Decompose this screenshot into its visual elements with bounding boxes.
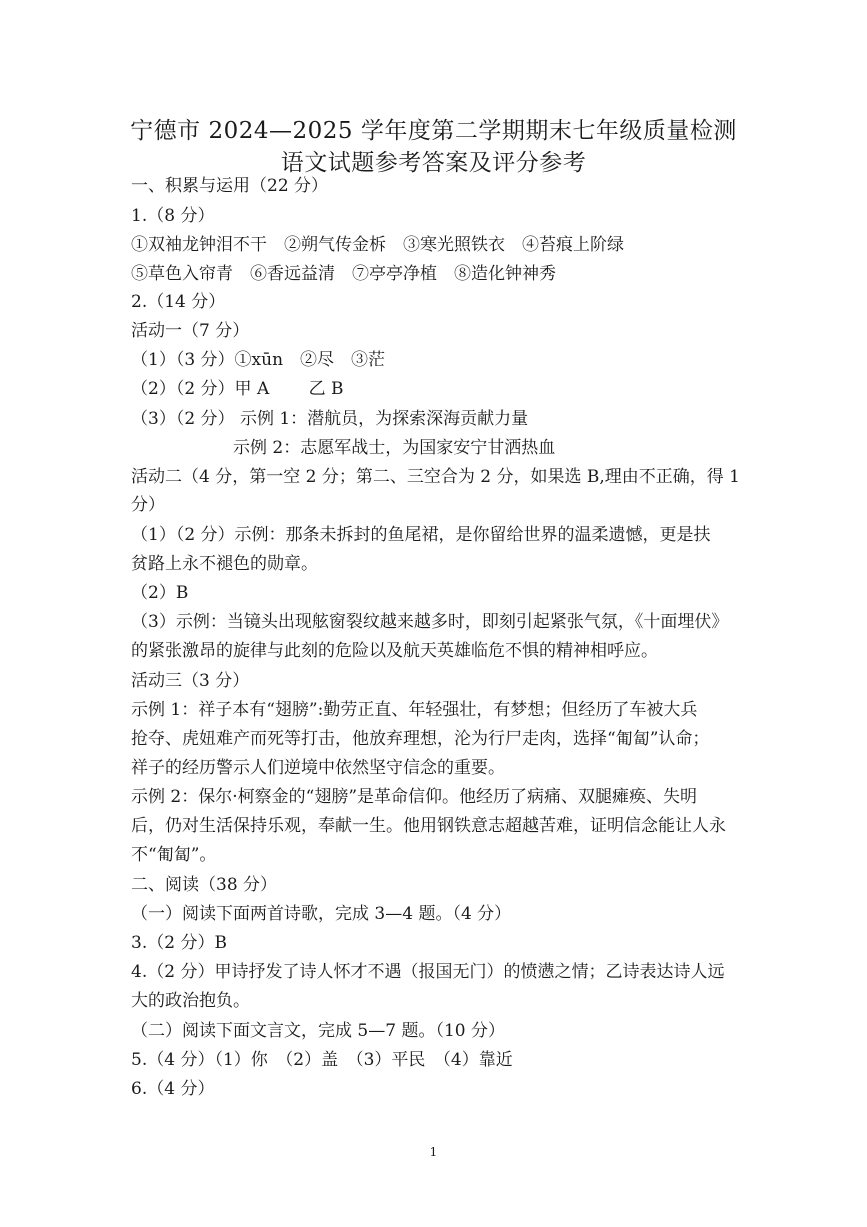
text-line: 祥子的经历警示人们逆境中依然坚守信念的重要。 — [131, 758, 505, 778]
text-line: 活动三（3 分） — [131, 671, 250, 691]
text-line: 示例 2：保尔·柯察金的“翅膀”是革命信仰。他经历了病痛、双腿瘫痪、失明 — [131, 787, 698, 807]
text-line: 活动一（7 分） — [131, 321, 250, 341]
document-title: 宁德市 2024—2025 学年度第二学期期末七年级质量检测 — [130, 118, 737, 144]
text-line: 抢夺、虎妞难产而死等打击，他放弃理想，沦为行尸走肉，选择“匍匐”认命； — [131, 729, 710, 749]
document-subtitle: 语文试题参考答案及评分参考 — [280, 150, 587, 176]
text-line: （二）阅读下面文言文，完成 5—7 题。（10 分） — [131, 1021, 505, 1041]
text-line: 示例 1：祥子本有“翅膀”:勤劳正直、年轻强壮，有梦想；但经历了车被大兵 — [131, 700, 698, 720]
text-line: 6.（4 分） — [131, 1079, 215, 1099]
text-line: 的紧张激昂的旋律与此刻的危险以及航天英雄临危不惧的精神相呼应。 — [131, 641, 658, 661]
text-line: 分） — [131, 495, 165, 515]
text-line: 示例 2：志愿军战士，为国家安宁甘洒热血 — [131, 438, 556, 458]
text-line: （2）（2 分）甲 A 乙 B — [131, 379, 344, 399]
text-line: 1.（8 分） — [131, 206, 215, 226]
text-line: 4.（2 分）甲诗抒发了诗人怀才不遇（报国无门）的愤懑之情；乙诗表达诗人远 — [131, 962, 725, 982]
page-number: 1 — [429, 1145, 438, 1159]
text-line: （1）（2 分）示例：那条未拆封的鱼尾裙，是你留给世界的温柔遗憾，更是扶 — [131, 525, 711, 545]
text-line: 大的政治抱负。 — [131, 991, 250, 1011]
text-line: 一、积累与运用（22 分） — [131, 176, 329, 196]
text-line: （一）阅读下面两首诗歌，完成 3—4 题。（4 分） — [131, 904, 512, 924]
text-line: 2.（14 分） — [131, 292, 226, 312]
text-line: 活动二（4 分，第一空 2 分；第二、三空合为 2 分，如果选 B,理由不正确，得 1 — [131, 467, 740, 487]
text-line: 3.（2 分）B — [131, 933, 227, 953]
text-line: （3）（2 分） 示例 1：潜航员，为探索深海贡献力量 — [131, 409, 529, 429]
text-line: 二、阅读（38 分） — [131, 875, 278, 895]
text-line: 后，仍对生活保持乐观，奉献一生。他用钢铁意志超越苦难，证明信念能让人永 — [131, 816, 726, 836]
text-line: （1）（3 分）①xūn ②尽 ③茫 — [131, 350, 386, 370]
text-line: （2）B — [131, 583, 189, 603]
text-line: 贫路上永不褪色的勋章。 — [131, 554, 318, 574]
text-line: （3）示例：当镜头出现舷窗裂纹越来越多时，即刻引起紧张气氛，《十面埋伏》 — [131, 612, 729, 632]
text-line: ⑤草色入帘青 ⑥香远益清 ⑦亭亭净植 ⑧造化钟神秀 — [131, 264, 556, 284]
text-line: 不“匍匐”。 — [131, 845, 217, 865]
text-line: 5.（4 分）（1）你 （2）盖 （3）平民 （4）靠近 — [131, 1050, 513, 1070]
text-line: ①双袖龙钟泪不干 ②朔气传金柝 ③寒光照铁衣 ④苔痕上阶绿 — [131, 235, 624, 255]
